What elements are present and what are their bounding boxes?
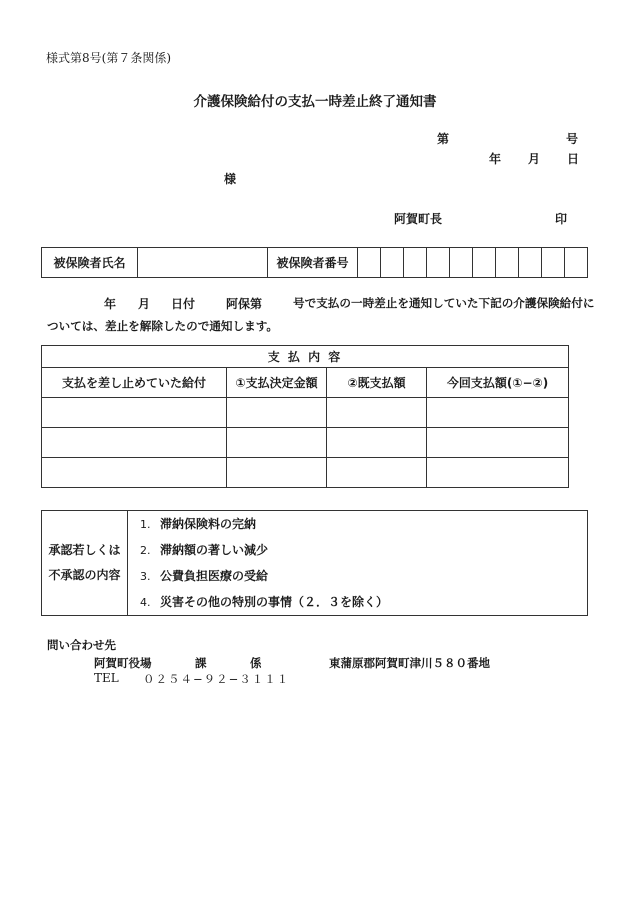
insured-number-digit[interactable]	[358, 248, 381, 278]
body-dated: 日付	[171, 297, 196, 311]
insured-number-digit[interactable]	[427, 248, 450, 278]
payment-cell[interactable]	[327, 458, 427, 488]
doc-number-go: 号	[566, 132, 579, 146]
payment-header-suspended: 支払を差し止めていた給付	[42, 368, 227, 398]
payment-table-caption: 支 払 内 容	[42, 346, 569, 368]
reason-list	[128, 511, 588, 616]
date-year: 年	[489, 152, 502, 166]
insured-table	[41, 247, 588, 278]
payment-cell[interactable]	[227, 458, 327, 488]
body-aho-dai: 阿保第	[226, 297, 263, 311]
reason-table	[41, 510, 588, 616]
body-line1-rest: 号で支払の一時差止を通知していた下記の介護保険給付に	[293, 296, 595, 310]
insured-number-digit[interactable]	[450, 248, 473, 278]
insured-number-digit[interactable]	[565, 248, 588, 278]
body-year: 年	[104, 297, 117, 311]
reason-item-text: 災害その他の特別の事情（２．３を除く）	[160, 595, 389, 609]
payment-cell[interactable]	[227, 398, 327, 428]
insured-number-label: 被保険者番号	[268, 248, 358, 278]
contact-tel-label: TEL	[94, 671, 119, 685]
table-row	[42, 458, 569, 488]
reason-item-text: 滞納保険料の完納	[160, 517, 257, 531]
document-title: 介護保険給付の支払一時差止終了通知書	[193, 94, 437, 110]
insured-number-digit[interactable]	[404, 248, 427, 278]
payment-cell[interactable]	[427, 458, 569, 488]
table-row	[42, 398, 569, 428]
payment-header-decided: ①支払決定金額	[227, 368, 327, 398]
issuer-name: 阿賀町長	[394, 212, 443, 226]
doc-number-dai: 第	[437, 132, 450, 146]
list-item	[140, 537, 587, 563]
seal-mark: 印	[555, 212, 568, 226]
payment-cell[interactable]	[427, 428, 569, 458]
reason-label-line2: 不承認の内容	[48, 568, 121, 582]
payment-cell[interactable]	[327, 428, 427, 458]
list-item	[140, 511, 587, 537]
date-day: 日	[567, 152, 580, 166]
payment-cell[interactable]	[427, 398, 569, 428]
payment-cell[interactable]	[42, 428, 227, 458]
insured-name-field[interactable]	[138, 248, 268, 278]
payment-cell[interactable]	[42, 458, 227, 488]
reason-item-text: 公費負担医療の受給	[160, 569, 269, 583]
insured-number-digit[interactable]	[496, 248, 519, 278]
insured-number-digit[interactable]	[473, 248, 496, 278]
payment-cell[interactable]	[327, 398, 427, 428]
reason-label	[42, 511, 128, 616]
contact-tel: ０２５４−９２−３１１１	[143, 672, 290, 686]
reason-item-number: 4.	[140, 596, 151, 609]
payment-header-current: 今回支払額(①−②)	[427, 368, 569, 398]
payment-cell[interactable]	[42, 398, 227, 428]
body-month: 月	[138, 297, 151, 311]
recipient-sama: 様	[224, 172, 237, 186]
contact-kakari: 係	[250, 656, 262, 670]
insured-number-digit[interactable]	[381, 248, 404, 278]
insured-number-digit[interactable]	[542, 248, 565, 278]
payment-table	[41, 345, 569, 488]
reason-label-line1: 承認若しくは	[48, 543, 121, 557]
date-month: 月	[528, 152, 541, 166]
payment-cell[interactable]	[227, 428, 327, 458]
list-item	[140, 563, 587, 589]
form-number: 様式第8号(第７条関係)	[46, 51, 171, 65]
body-line2: ついては、差止を解除したので通知します。	[47, 319, 278, 333]
table-row	[42, 428, 569, 458]
reason-item-text: 滞納額の著しい減少	[160, 543, 269, 557]
reason-item-number: 1.	[140, 518, 151, 531]
insured-number-digit[interactable]	[519, 248, 542, 278]
contact-heading: 問い合わせ先	[47, 638, 116, 652]
contact-ka: 課	[195, 656, 207, 670]
payment-header-paid: ②既支払額	[327, 368, 427, 398]
insured-name-label: 被保険者氏名	[42, 248, 138, 278]
reason-item-number: 3.	[140, 570, 151, 583]
contact-office: 阿賀町役場	[94, 656, 152, 670]
reason-item-number: 2.	[140, 544, 151, 557]
list-item	[140, 589, 587, 615]
contact-address: 東蒲原郡阿賀町津川５８０番地	[329, 656, 490, 670]
